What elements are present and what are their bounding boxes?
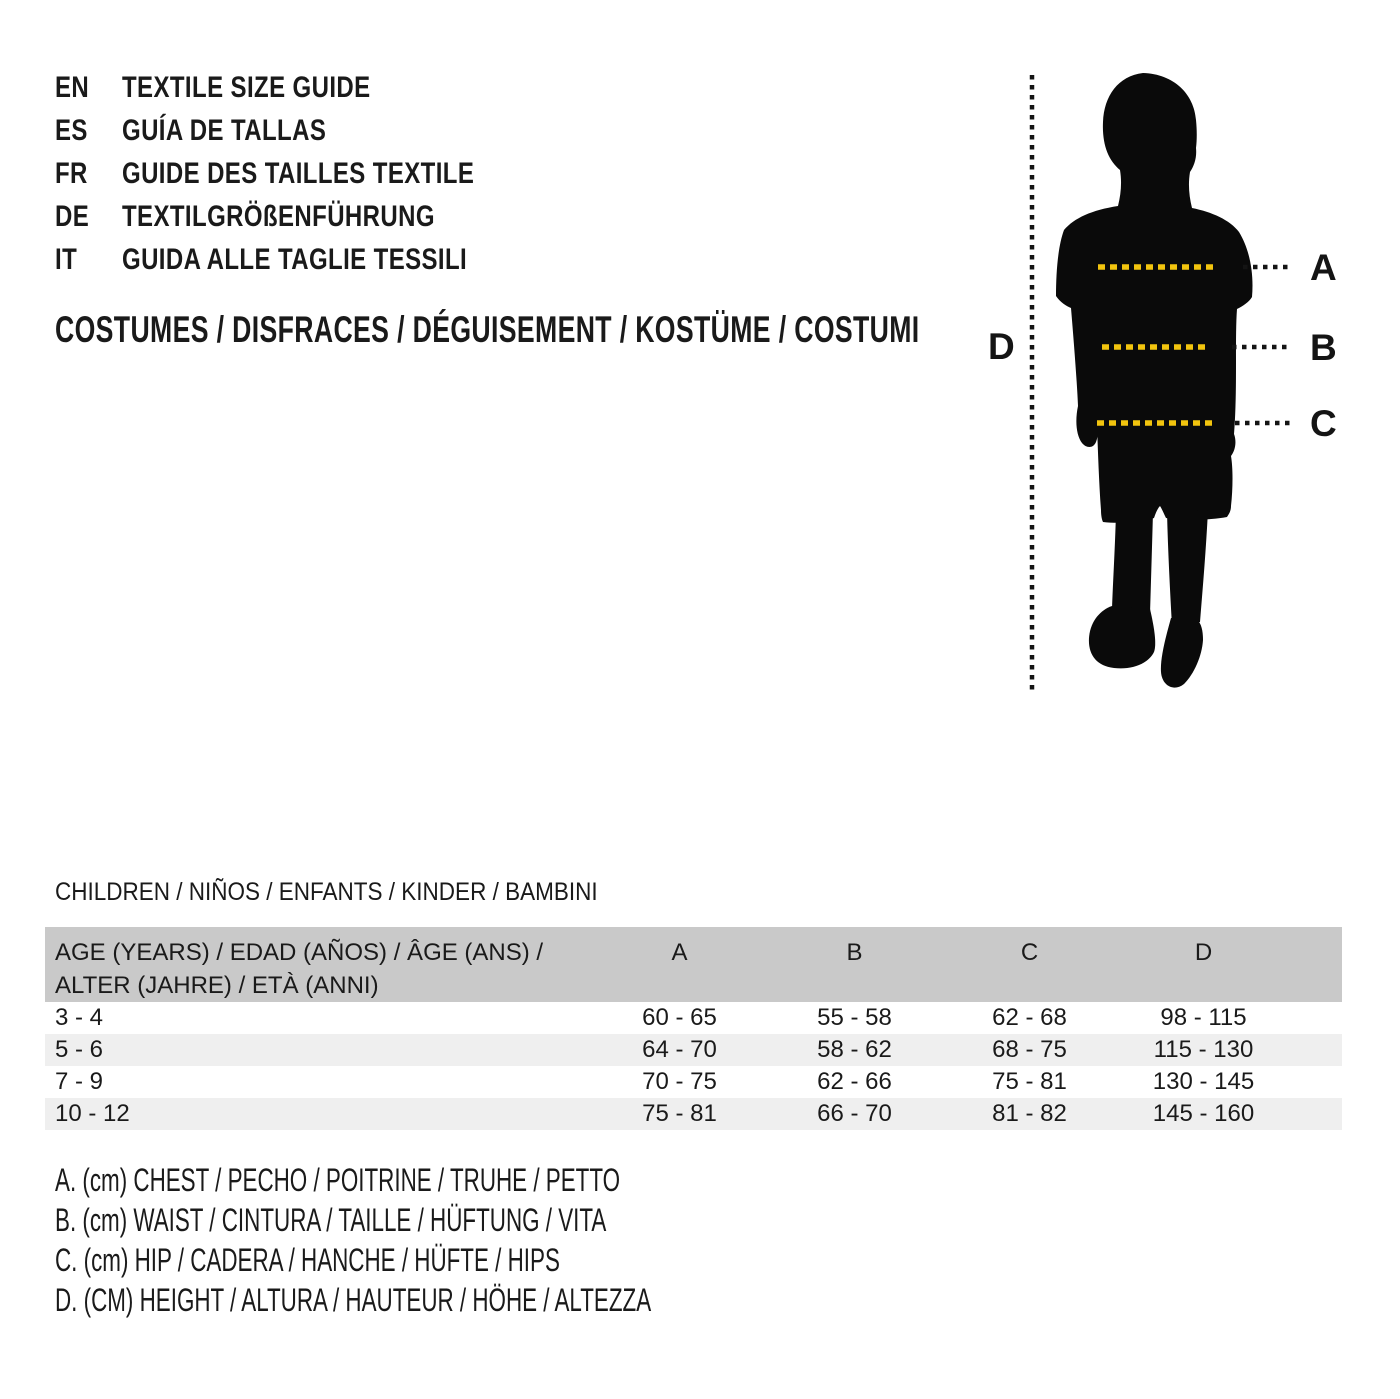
waist-cell: 58 - 62 bbox=[767, 1034, 942, 1066]
legend-item-height: D. (CM) HEIGHT / ALTURA / HAUTEUR / HÖHE / ALTEZZA bbox=[55, 1282, 652, 1318]
age-cell: 5 - 6 bbox=[45, 1034, 592, 1066]
waist-cell: 66 - 70 bbox=[767, 1098, 942, 1130]
language-row-de bbox=[55, 195, 562, 238]
measurement-legend bbox=[55, 1160, 907, 1320]
age-cell: 7 - 9 bbox=[55, 1068, 104, 1095]
language-label: GUIDE DES TAILLES TEXTILE bbox=[122, 157, 475, 190]
table-row bbox=[45, 1098, 1342, 1130]
silhouette-right-shoe bbox=[1161, 618, 1203, 688]
age-cell: 3 - 4 bbox=[55, 1004, 104, 1031]
age-cell: 10 - 12 bbox=[45, 1098, 592, 1130]
col-header-c: C bbox=[942, 927, 1117, 1002]
chest-cell: 64 - 70 bbox=[592, 1034, 767, 1066]
language-row-it bbox=[55, 238, 562, 281]
measurement-figure bbox=[980, 60, 1360, 720]
waist-cell: 55 - 58 bbox=[817, 1004, 892, 1031]
col-header-b: B bbox=[767, 927, 942, 1002]
table-row bbox=[45, 1002, 1342, 1034]
silhouette-body bbox=[1056, 73, 1252, 523]
chest-cell: 70 - 75 bbox=[642, 1068, 717, 1095]
language-row-fr bbox=[55, 152, 562, 195]
language-label: GUÍA DE TALLAS bbox=[122, 114, 327, 147]
hip-cell: 62 - 68 bbox=[992, 1004, 1067, 1031]
language-code: ES bbox=[55, 114, 88, 147]
waist-cell: 62 - 66 bbox=[817, 1068, 892, 1095]
chest-cell: 75 - 81 bbox=[592, 1098, 767, 1130]
chest-cell: 60 - 65 bbox=[642, 1004, 717, 1031]
table-section-title: CHILDREN / NIÑOS / ENFANTS / KINDER / BAMBINI bbox=[55, 878, 598, 906]
language-label: GUIDA ALLE TAGLIE TESSILI bbox=[122, 243, 468, 276]
col-header-age: AGE (YEARS) / EDAD (AÑOS) / ÂGE (ANS) / ALTER (JAHRE) / ETÀ (ANNI) bbox=[45, 927, 592, 1002]
silhouette-left-leg bbox=[1112, 512, 1153, 614]
label-a: A bbox=[1310, 247, 1337, 288]
col-header-d: D bbox=[1117, 927, 1342, 1002]
height-cell: 98 - 115 bbox=[1160, 1004, 1247, 1031]
height-cell: 130 - 145 bbox=[1152, 1068, 1255, 1095]
label-b: B bbox=[1310, 327, 1337, 368]
label-d: D bbox=[988, 326, 1015, 367]
label-c: C bbox=[1310, 403, 1337, 444]
hip-cell: 68 - 75 bbox=[942, 1034, 1117, 1066]
language-code: EN bbox=[55, 71, 90, 104]
height-cell: 115 - 130 bbox=[1117, 1034, 1342, 1066]
legend-item-waist: B. (cm) WAIST / CINTURA / TAILLE / HÜFTUNG / VITA bbox=[55, 1202, 607, 1238]
language-code: DE bbox=[55, 200, 90, 233]
language-title-block bbox=[55, 66, 562, 281]
language-code: FR bbox=[55, 157, 88, 190]
table-header-row bbox=[45, 927, 1342, 1002]
table-row bbox=[45, 1034, 1342, 1066]
category-heading: COSTUMES / DISFRACES / DÉGUISEMENT / KOSTÜME / COSTUMI bbox=[55, 309, 920, 350]
child-silhouette-icon bbox=[1056, 73, 1252, 688]
silhouette-right-leg bbox=[1167, 510, 1208, 626]
hip-cell: 75 - 81 bbox=[992, 1068, 1067, 1095]
language-label: TEXTILGRÖßENFÜHRUNG bbox=[122, 200, 435, 233]
height-cell: 145 - 160 bbox=[1117, 1098, 1342, 1130]
children-size-table bbox=[45, 927, 1342, 1130]
language-row-en bbox=[55, 66, 562, 109]
col-header-a: A bbox=[592, 927, 767, 1002]
silhouette-left-shoe bbox=[1089, 606, 1155, 668]
table-row bbox=[45, 1066, 1342, 1098]
hip-cell: 81 - 82 bbox=[942, 1098, 1117, 1130]
legend-item-hip: C. (cm) HIP / CADERA / HANCHE / HÜFTE / HIPS bbox=[55, 1242, 560, 1278]
language-row-es bbox=[55, 109, 562, 152]
legend-item-chest: A. (cm) CHEST / PECHO / POITRINE / TRUHE / PETTO bbox=[55, 1162, 621, 1198]
language-code: IT bbox=[55, 243, 78, 276]
language-label: TEXTILE SIZE GUIDE bbox=[122, 71, 371, 104]
measurement-figure-svg bbox=[980, 60, 1360, 720]
